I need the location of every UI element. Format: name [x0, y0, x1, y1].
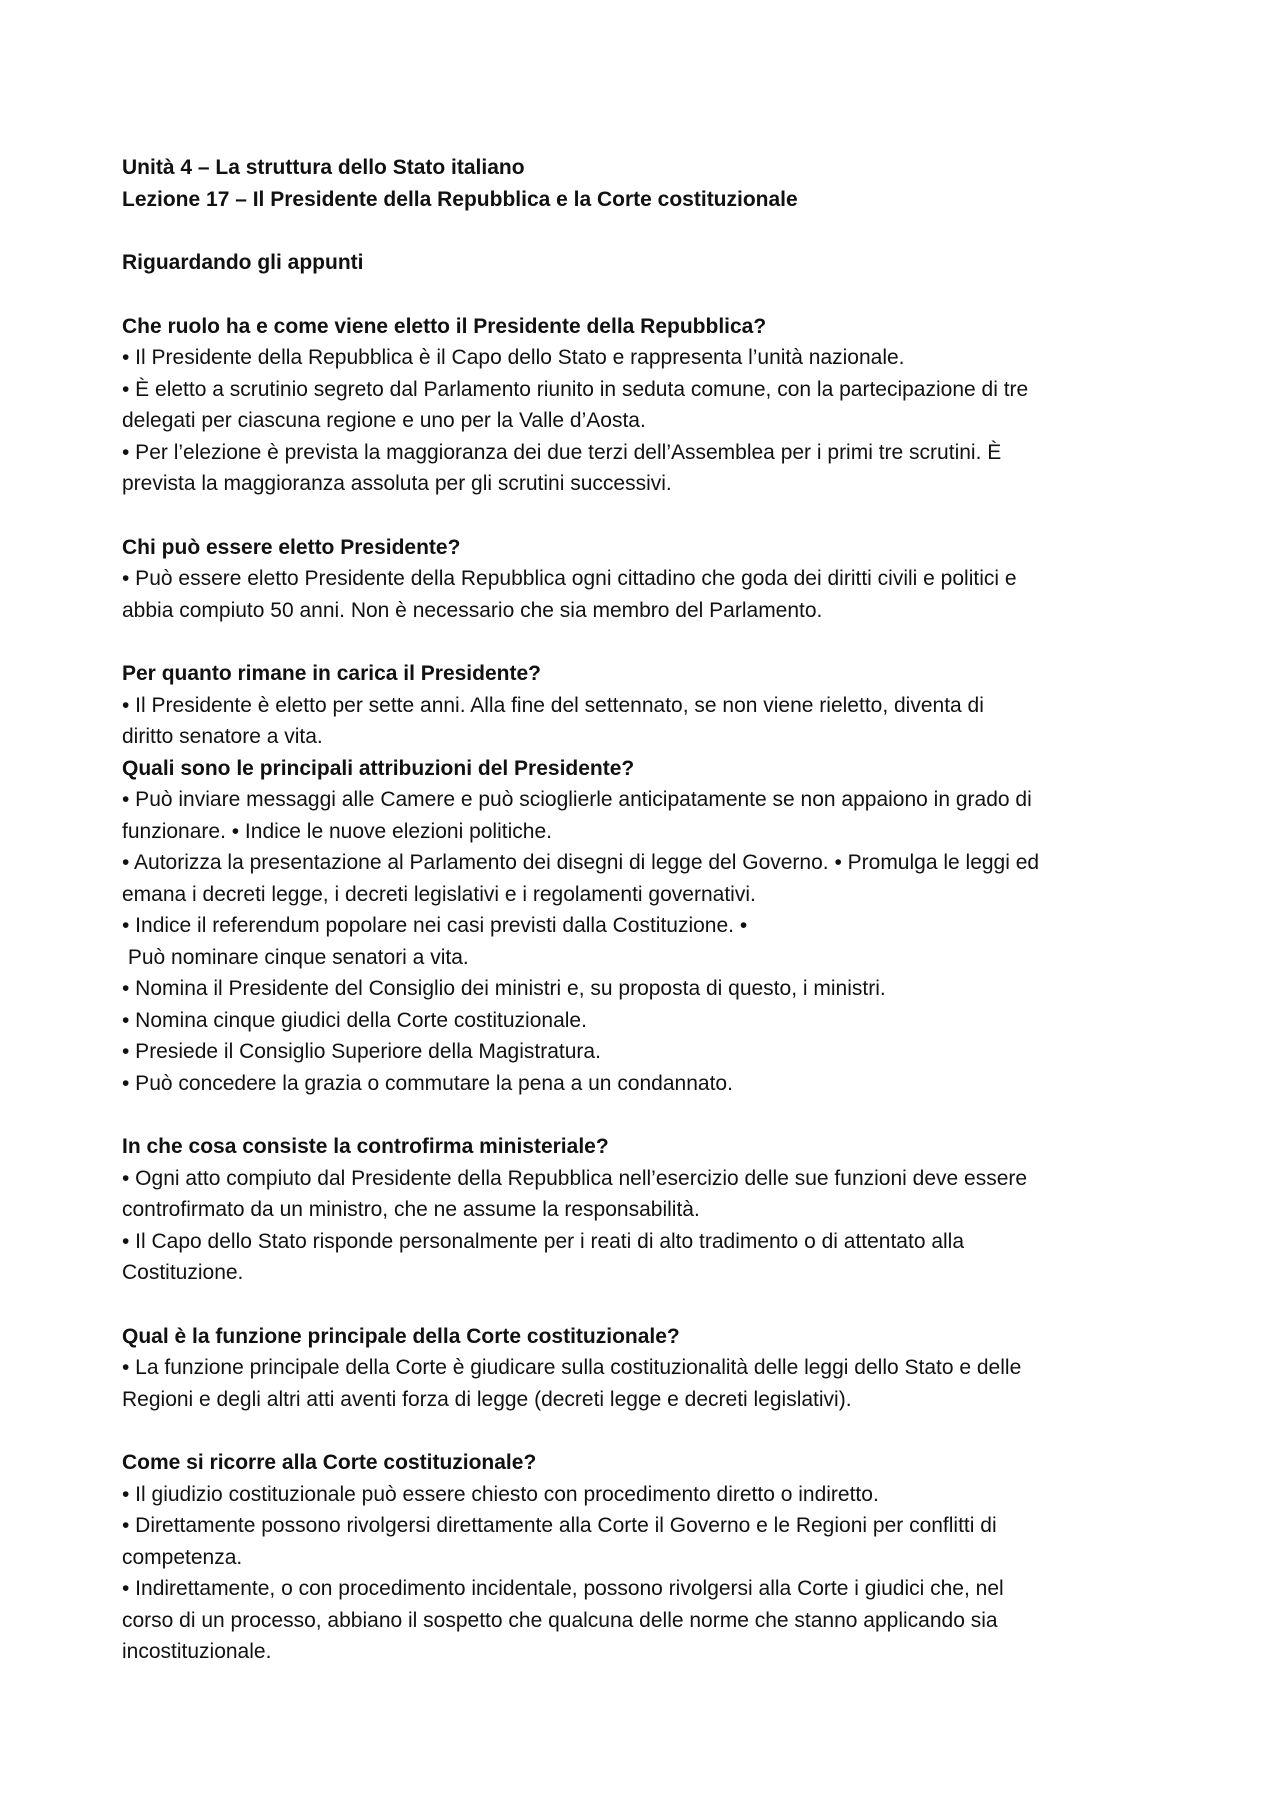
answer-line: • Indirettamente, o con procedimento incidentale, possono rivolgersi alla Corte i giudici che, nel: [122, 1577, 1004, 1600]
answer-line: funzionare. • Indice le nuove elezioni politiche.: [122, 819, 552, 843]
answer-line: • Per l’elezione è prevista la maggioranza dei due terzi dell’Assemblea per i primi tre scrutini. È: [122, 440, 1002, 464]
answer-line: abbia compiuto 50 anni. Non è necessario che sia membro del Parlamento.: [122, 598, 823, 622]
qa-block-2: [122, 532, 1182, 627]
answer-line: • È eletto a scrutinio segreto dal Parlamento riunito in seduta comune, con la partecipazione di tre: [122, 377, 1029, 401]
qa-block-3: [122, 658, 1182, 753]
qa-block-6: [122, 1321, 1182, 1416]
spacer: [122, 626, 1182, 658]
answer-line: competenza.: [122, 1545, 243, 1569]
qa-block-7: [122, 1447, 1182, 1668]
section-heading: Riguardando gli appunti: [122, 251, 364, 274]
spacer: [122, 500, 1182, 532]
answer-line: emana i decreti legge, i decreti legislativi e i regolamenti governativi.: [122, 882, 756, 906]
question-heading: Che ruolo ha e come viene eletto il Presidente della Repubblica?: [122, 314, 767, 338]
question-heading: Per quanto rimane in carica il Presidente?: [122, 662, 541, 685]
document-body: [122, 152, 1182, 1668]
answer-line: Costituzione.: [122, 1261, 244, 1284]
question-heading: In che cosa consiste la controfirma ministeriale?: [122, 1135, 609, 1158]
answer-line: controfirmato da un ministro, che ne assume la responsabilità.: [122, 1198, 700, 1221]
answer-line: prevista la maggioranza assoluta per gli scrutini successivi.: [122, 472, 672, 495]
answer-line: • Indice il referendum popolare nei casi previsti dalla Costituzione. •: [122, 914, 748, 937]
answer-line: • Può inviare messaggi alle Camere e può scioglierle anticipatamente se non appaiono in grado di: [122, 788, 1032, 811]
qa-block-1: [122, 311, 1182, 500]
answer-line: • Il Presidente della Repubblica è il Capo dello Stato e rappresenta l’unità nazionale.: [122, 346, 905, 369]
spacer: [122, 1415, 1182, 1447]
answer-line: • Il giudizio costituzionale può essere chiesto con procedimento diretto o indiretto.: [122, 1482, 879, 1506]
answer-line: diritto senatore a vita.: [122, 725, 323, 748]
answer-line: • Può essere eletto Presidente della Repubblica ogni cittadino che goda dei diritti civili e politici e: [122, 567, 1017, 590]
answer-line: • Presiede il Consiglio Superiore della Magistratura.: [122, 1040, 601, 1063]
spacer: [122, 279, 1182, 311]
answer-line: • Può concedere la grazia o commutare la pena a un condannato.: [122, 1071, 733, 1095]
answer-line: Regioni e degli altri atti aventi forza di legge (decreti legge e decreti legislativi).: [122, 1387, 852, 1411]
answer-line: • Nomina il Presidente del Consiglio dei ministri e, su proposta di questo, i ministri.: [122, 977, 886, 1000]
unit-title: Unità 4 – La struttura dello Stato italiano: [122, 156, 525, 179]
answer-line: incostituzionale.: [122, 1640, 272, 1663]
question-heading: Quali sono le principali attribuzioni del Presidente?: [122, 756, 635, 780]
qa-block-5: [122, 1131, 1182, 1289]
spacer: [122, 1289, 1182, 1321]
spacer: [122, 215, 1182, 247]
lesson-title: Lezione 17 – Il Presidente della Repubblica e la Corte costituzionale: [122, 187, 798, 211]
answer-line: • Il Capo dello Stato risponde personalmente per i reati di alto tradimento o di attentato alla: [122, 1229, 965, 1253]
answer-line: delegati per ciascuna regione e uno per la Valle d’Aosta.: [122, 409, 646, 432]
question-heading: Chi può essere eletto Presidente?: [122, 535, 461, 559]
answer-line: • Direttamente possono rivolgersi direttamente alla Corte il Governo e le Regioni per conflitti di: [122, 1514, 997, 1537]
question-heading: Come si ricorre alla Corte costituzionale?: [122, 1451, 537, 1474]
answer-line: corso di un processo, abbiano il sospetto che qualcuna delle norme che stanno applicando sia: [122, 1608, 998, 1632]
question-heading: Qual è la funzione principale della Corte costituzionale?: [122, 1324, 680, 1348]
qa-block-4: [122, 753, 1182, 1100]
answer-line: • Autorizza la presentazione al Parlamento dei disegni di legge del Governo. • Promulga le leggi ed: [122, 851, 1040, 874]
answer-line: • Nomina cinque giudici della Corte costituzionale.: [122, 1008, 587, 1032]
answer-line: • Ogni atto compiuto dal Presidente della Repubblica nell’esercizio delle sue funzioni deve essere: [122, 1166, 1028, 1190]
answer-line: • La funzione principale della Corte è giudicare sulla costituzionalità delle leggi dello Stato e delle: [122, 1356, 1022, 1379]
answer-line: Può nominare cinque senatori a vita.: [122, 945, 469, 969]
spacer: [122, 1099, 1182, 1131]
answer-line: • Il Presidente è eletto per sette anni. Alla fine del settennato, se non viene rieletto, diventa di: [122, 693, 984, 717]
